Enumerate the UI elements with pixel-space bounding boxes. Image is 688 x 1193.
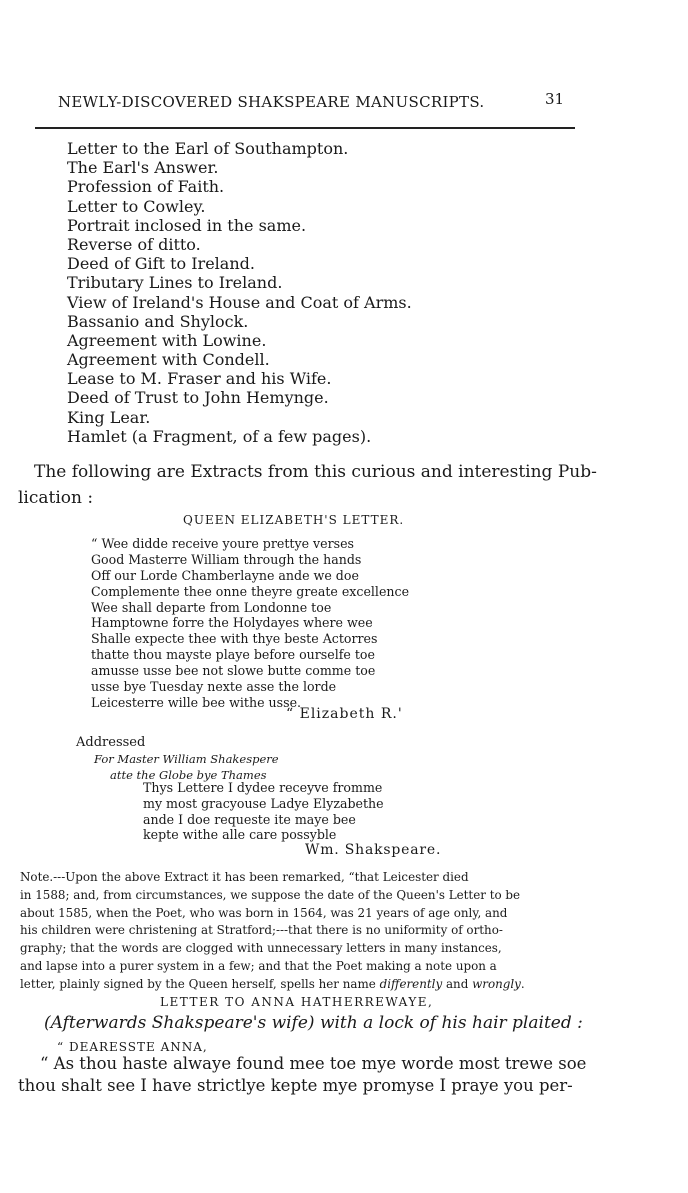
poet-signature: Wm. Shakspeare. [305,842,442,858]
queen-signature: “ Elizabeth R.' [286,706,403,722]
list-item: Bassanio and Shylock. [67,311,249,331]
intro-line-1: The following are Extracts from this curious and interesting Pub- [34,462,597,482]
note-line: graphy; that the words are clogged with unnecessary letters in many instances, [20,941,502,956]
queen-letter-title: QUEEN ELIZABETH'S LETTER. [183,513,405,527]
letter-line: amusse usse bee not slowe butte comme toe [91,663,376,679]
intro-line-2: lication : [18,488,94,508]
note-line [20,975,575,993]
list-item: Letter to the Earl of Southampton. [67,139,349,158]
poet-note-body [143,780,443,843]
letter-line: Leicesterre wille bee withe usse. [91,694,302,710]
header-rule [35,127,575,129]
page-number: 31 [545,90,565,108]
letter-line: thatte thou mayste playe before ourselfe toe [91,647,375,663]
letter-line: Hamptowne forre the Holydayes where wee [91,615,373,631]
anna-letter-line: “ As thou haste alwaye found mee toe mye worde most trewe soe [40,1054,587,1073]
anna-letter-title: LETTER TO ANNA HATHERREWAYE, [160,995,434,1009]
contents-list [67,139,547,446]
list-item: Deed of Gift to Ireland. [67,254,255,274]
list-item: Deed of Trust to John Hemynge. [67,388,329,408]
note-line: his children were christening at Stratford;---that there is no uniformity of ortho- [20,923,503,938]
letter-line: usse bye Tuesday nexte asse the lorde [91,679,337,695]
note-text: . [520,976,525,991]
list-item: Hamlet (a Fragment, of a few pages). [67,426,372,446]
list-item: Lease to M. Fraser and his Wife. [67,369,332,389]
list-item: Portrait inclosed in the same. [67,215,307,235]
address-label: Addressed [76,735,146,750]
anna-letter-line: thou shalt see I have strictlye kepte mye promyse I praye you per- [18,1076,573,1095]
letter-line: “ Wee didde receive youre prettye verses [91,536,354,551]
running-header: NEWLY-DISCOVERED SHAKSPEARE MANUSCRIPTS. [58,93,485,111]
note-text: letter, plainly signed by the Queen herself, spells her name [20,976,380,991]
letter-line: Wee shall departe from Londonne toe [91,599,332,615]
note-line: Note.---Upon the above Extract it has been remarked, “that Leicester died [20,870,469,884]
address-location: atte the Globe bye Thames [110,768,267,782]
address-recipient: For Master William Shakespere [94,752,279,766]
editorial-note [20,868,575,993]
list-item: Letter to Cowley. [67,196,206,216]
anna-letter-subtitle: (Afterwards Shakspeare's wife) with a lock of his hair plaited : [44,1013,583,1033]
list-item: The Earl's Answer. [67,158,219,178]
note-emphasis: wrongly [472,976,521,991]
list-item: View of Ireland's House and Coat of Arms. [67,292,412,312]
letter-line: Off our Lorde Chamberlayne ande we doe [91,567,359,583]
note-line: in 1588; and, from circumstances, we suppose the date of the Queen's Letter to be [20,887,521,902]
list-item: King Lear. [67,407,151,427]
note-line: about 1585, when the Poet, who was born in 1564, was 21 years of age only, and [20,905,508,920]
note-text: and [442,976,473,991]
letter-line: Thys Lettere I dydee receyve fromme [143,780,383,795]
letter-line: kepte withe alle care possyble [143,827,337,843]
list-item: Agreement with Lowine. [67,330,267,350]
list-item: Reverse of ditto. [67,234,201,254]
list-item: Agreement with Condell. [67,350,270,370]
letter-line: Shalle expecte thee with thye beste Actorres [91,631,378,647]
queen-letter-body [91,536,471,711]
note-line: and lapse into a purer system in a few; and that the Poet making a note upon a [20,958,497,973]
note-emphasis: differently [379,976,443,991]
list-item: Tributary Lines to Ireland. [67,273,283,293]
anna-salutation: “ DEARESSTE ANNA, [57,1040,208,1054]
list-item: Profession of Faith. [67,177,225,197]
letter-line: Good Masterre William through the hands [91,551,362,567]
letter-line: ande I doe requeste ite maye bee [143,811,356,827]
letter-line: my most gracyouse Ladye Elyzabethe [143,795,384,811]
letter-line: Complemente thee onne theyre greate excellence [91,583,410,599]
